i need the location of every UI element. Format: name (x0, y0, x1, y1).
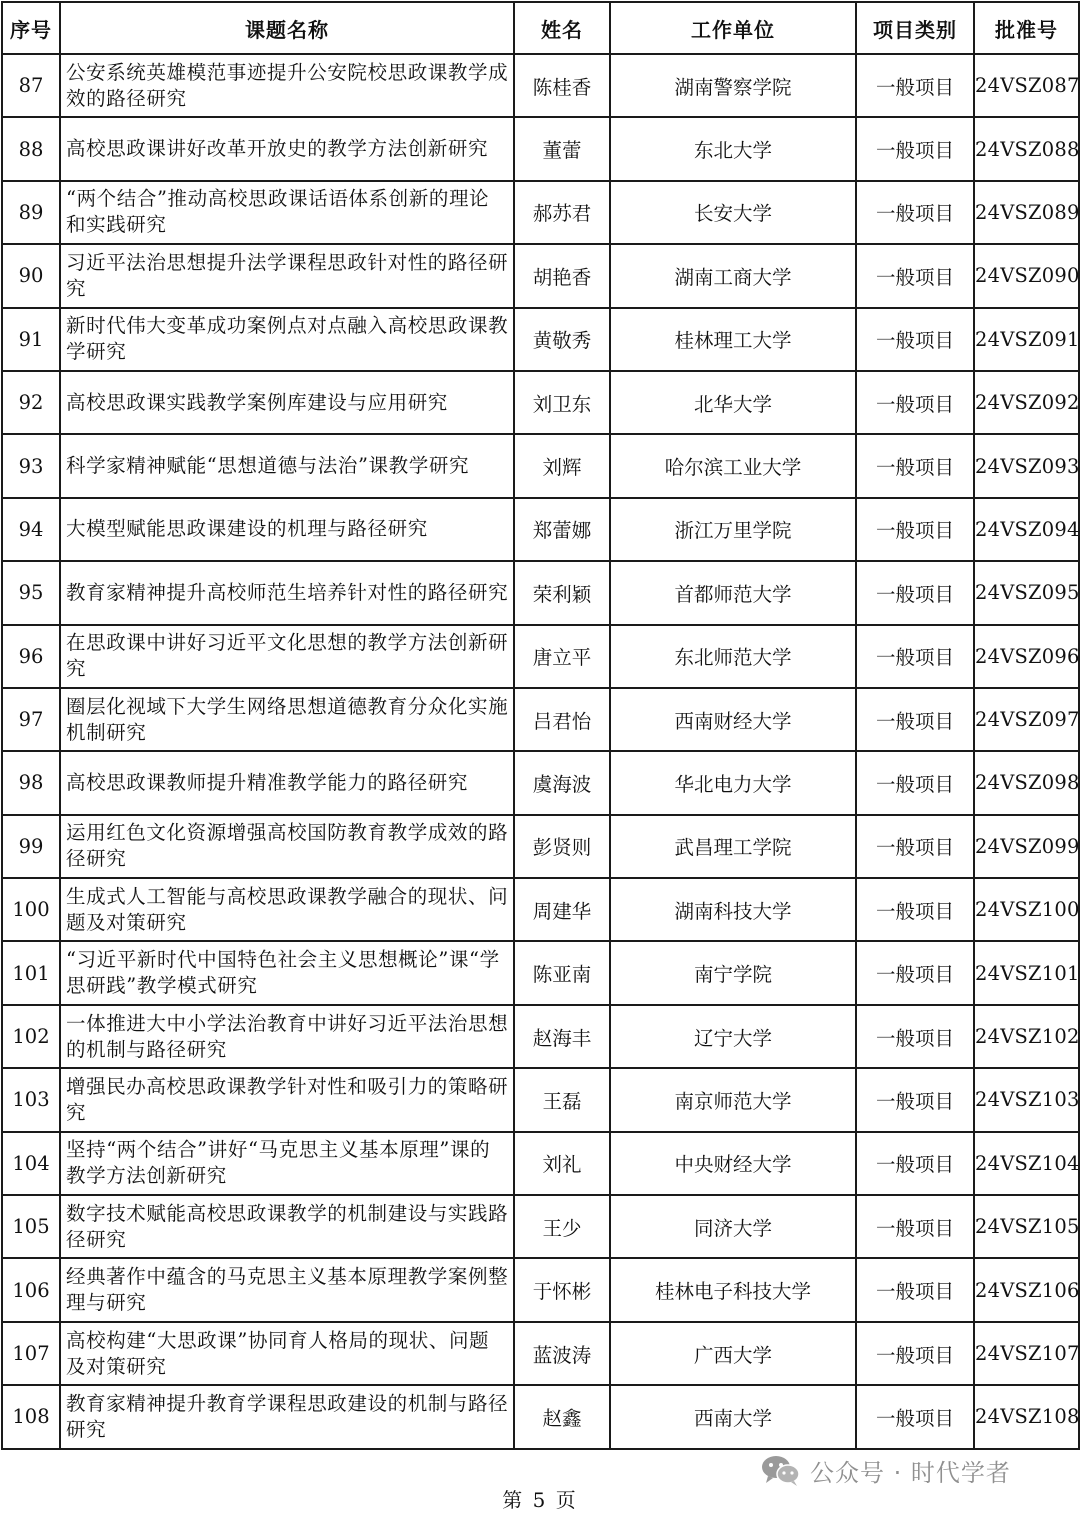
cell-code: 24VSZ101 (974, 941, 1079, 1004)
table-row (2, 1322, 1079, 1385)
table-row (2, 1195, 1079, 1258)
cell-no: 87 (2, 54, 60, 117)
table-row (2, 941, 1079, 1004)
cell-unit: 南宁学院 (610, 941, 856, 1004)
cell-unit: 西南财经大学 (610, 688, 856, 751)
cell-no: 106 (2, 1258, 60, 1321)
table-row (2, 1068, 1079, 1131)
cell-code: 24VSZ087 (974, 54, 1079, 117)
cell-name: 刘辉 (514, 434, 610, 497)
cell-unit: 东北大学 (610, 117, 856, 180)
cell-no: 101 (2, 941, 60, 1004)
cell-code: 24VSZ107 (974, 1322, 1079, 1385)
cell-type: 一般项目 (856, 1132, 974, 1195)
cell-type: 一般项目 (856, 181, 974, 244)
cell-code: 24VSZ091 (974, 308, 1079, 371)
cell-type: 一般项目 (856, 1385, 974, 1448)
table-row (2, 751, 1079, 814)
cell-no: 95 (2, 561, 60, 624)
project-table (1, 1, 1080, 1450)
cell-name: 董蕾 (514, 117, 610, 180)
cell-code: 24VSZ104 (974, 1132, 1079, 1195)
cell-name: 胡艳香 (514, 244, 610, 307)
cell-type: 一般项目 (856, 434, 974, 497)
cell-title: 科学家精神赋能“思想道德与法治”课教学研究 (60, 434, 514, 497)
cell-unit: 同济大学 (610, 1195, 856, 1258)
cell-title: 生成式人工智能与高校思政课教学融合的现状、问题及对策研究 (60, 878, 514, 941)
cell-title: 圈层化视域下大学生网络思想道德教育分众化实施机制研究 (60, 688, 514, 751)
cell-no: 93 (2, 434, 60, 497)
cell-unit: 首都师范大学 (610, 561, 856, 624)
cell-unit: 武昌理工学院 (610, 815, 856, 878)
cell-unit: 东北师范大学 (610, 625, 856, 688)
table-row (2, 54, 1079, 117)
cell-title: 教育家精神提升高校师范生培养针对性的路径研究 (60, 561, 514, 624)
cell-code: 24VSZ093 (974, 434, 1079, 497)
cell-code: 24VSZ108 (974, 1385, 1079, 1448)
cell-title: 经典著作中蕴含的马克思主义基本原理教学案例整理与研究 (60, 1258, 514, 1321)
cell-code: 24VSZ097 (974, 688, 1079, 751)
cell-title: 高校思政课讲好改革开放史的教学方法创新研究 (60, 117, 514, 180)
page-number: 第 5 页 (502, 1488, 578, 1512)
table-row (2, 561, 1079, 624)
cell-name: 刘卫东 (514, 371, 610, 434)
cell-no: 99 (2, 815, 60, 878)
table-row (2, 625, 1079, 688)
cell-code: 24VSZ090 (974, 244, 1079, 307)
table-row (2, 1132, 1079, 1195)
cell-type: 一般项目 (856, 1068, 974, 1131)
header-name: 姓名 (514, 2, 610, 54)
cell-code: 24VSZ102 (974, 1005, 1079, 1068)
cell-type: 一般项目 (856, 1258, 974, 1321)
cell-type: 一般项目 (856, 371, 974, 434)
cell-type: 一般项目 (856, 1195, 974, 1258)
cell-title: 大模型赋能思政课建设的机理与路径研究 (60, 498, 514, 561)
cell-unit: 哈尔滨工业大学 (610, 434, 856, 497)
cell-no: 88 (2, 117, 60, 180)
cell-title: 高校思政课实践教学案例库建设与应用研究 (60, 371, 514, 434)
cell-type: 一般项目 (856, 1005, 974, 1068)
cell-no: 107 (2, 1322, 60, 1385)
cell-type: 一般项目 (856, 54, 974, 117)
cell-code: 24VSZ095 (974, 561, 1079, 624)
cell-unit: 辽宁大学 (610, 1005, 856, 1068)
cell-type: 一般项目 (856, 308, 974, 371)
cell-name: 赵鑫 (514, 1385, 610, 1448)
cell-code: 24VSZ092 (974, 371, 1079, 434)
table-body (2, 54, 1079, 1449)
header-no: 序号 (2, 2, 60, 54)
table-row (2, 1005, 1079, 1068)
cell-name: 黄敬秀 (514, 308, 610, 371)
table-row (2, 498, 1079, 561)
cell-no: 108 (2, 1385, 60, 1448)
cell-name: 陈桂香 (514, 54, 610, 117)
cell-code: 24VSZ103 (974, 1068, 1079, 1131)
cell-no: 92 (2, 371, 60, 434)
table-row (2, 371, 1079, 434)
header-title: 课题名称 (60, 2, 514, 54)
cell-type: 一般项目 (856, 117, 974, 180)
cell-unit: 湖南警察学院 (610, 54, 856, 117)
cell-unit: 湖南工商大学 (610, 244, 856, 307)
cell-type: 一般项目 (856, 815, 974, 878)
cell-name: 郝苏君 (514, 181, 610, 244)
header-code: 批准号 (974, 2, 1079, 54)
cell-type: 一般项目 (856, 625, 974, 688)
cell-name: 荣利颖 (514, 561, 610, 624)
cell-type: 一般项目 (856, 751, 974, 814)
watermark (760, 1452, 1011, 1488)
cell-title: 公安系统英雄模范事迹提升公安院校思政课教学成效的路径研究 (60, 54, 514, 117)
cell-code: 24VSZ098 (974, 751, 1079, 814)
cell-name: 蓝波涛 (514, 1322, 610, 1385)
cell-name: 吕君怡 (514, 688, 610, 751)
cell-unit: 南京师范大学 (610, 1068, 856, 1131)
header-row (2, 2, 1079, 54)
cell-no: 102 (2, 1005, 60, 1068)
table-row (2, 117, 1079, 180)
cell-no: 91 (2, 308, 60, 371)
cell-no: 100 (2, 878, 60, 941)
cell-title: “习近平新时代中国特色社会主义思想概论”课“学思研践”教学模式研究 (60, 941, 514, 1004)
cell-name: 于怀彬 (514, 1258, 610, 1321)
cell-name: 陈亚南 (514, 941, 610, 1004)
watermark-text: 公众号 · 时代学者 (810, 1458, 1011, 1487)
cell-type: 一般项目 (856, 244, 974, 307)
cell-no: 104 (2, 1132, 60, 1195)
cell-code: 24VSZ096 (974, 625, 1079, 688)
cell-code: 24VSZ106 (974, 1258, 1079, 1321)
cell-code: 24VSZ088 (974, 117, 1079, 180)
cell-unit: 桂林理工大学 (610, 308, 856, 371)
header-unit: 工作单位 (610, 2, 856, 54)
cell-unit: 浙江万里学院 (610, 498, 856, 561)
table-row (2, 434, 1079, 497)
table-row (2, 1385, 1079, 1448)
cell-title: 新时代伟大变革成功案例点对点融入高校思政课教学研究 (60, 308, 514, 371)
cell-code: 24VSZ094 (974, 498, 1079, 561)
cell-type: 一般项目 (856, 498, 974, 561)
cell-code: 24VSZ105 (974, 1195, 1079, 1258)
cell-unit: 湖南科技大学 (610, 878, 856, 941)
cell-title: 增强民办高校思政课教学针对性和吸引力的策略研究 (60, 1068, 514, 1131)
cell-unit: 广西大学 (610, 1322, 856, 1385)
cell-unit: 华北电力大学 (610, 751, 856, 814)
table-header (2, 2, 1079, 54)
cell-unit: 北华大学 (610, 371, 856, 434)
wechat-icon (760, 1453, 802, 1487)
table-row (2, 244, 1079, 307)
cell-title: “两个结合”推动高校思政课话语体系创新的理论和实践研究 (60, 181, 514, 244)
cell-code: 24VSZ099 (974, 815, 1079, 878)
cell-title: 教育家精神提升教育学课程思政建设的机制与路径研究 (60, 1385, 514, 1448)
cell-title: 数字技术赋能高校思政课教学的机制建设与实践路径研究 (60, 1195, 514, 1258)
cell-title: 一体推进大中小学法治教育中讲好习近平法治思想的机制与路径研究 (60, 1005, 514, 1068)
cell-code: 24VSZ089 (974, 181, 1079, 244)
cell-name: 彭贤则 (514, 815, 610, 878)
cell-name: 周建华 (514, 878, 610, 941)
cell-name: 唐立平 (514, 625, 610, 688)
cell-no: 97 (2, 688, 60, 751)
cell-no: 103 (2, 1068, 60, 1131)
cell-name: 赵海丰 (514, 1005, 610, 1068)
cell-unit: 中央财经大学 (610, 1132, 856, 1195)
cell-title: 运用红色文化资源增强高校国防教育教学成效的路径研究 (60, 815, 514, 878)
cell-name: 郑蕾娜 (514, 498, 610, 561)
cell-unit: 西南大学 (610, 1385, 856, 1448)
cell-no: 96 (2, 625, 60, 688)
cell-title: 在思政课中讲好习近平文化思想的教学方法创新研究 (60, 625, 514, 688)
table-row (2, 181, 1079, 244)
cell-title: 习近平法治思想提升法学课程思政针对性的路径研究 (60, 244, 514, 307)
table-row (2, 1258, 1079, 1321)
cell-unit: 桂林电子科技大学 (610, 1258, 856, 1321)
cell-title: 高校思政课教师提升精准教学能力的路径研究 (60, 751, 514, 814)
cell-type: 一般项目 (856, 561, 974, 624)
table-row (2, 688, 1079, 751)
cell-no: 98 (2, 751, 60, 814)
cell-name: 刘礼 (514, 1132, 610, 1195)
cell-name: 王少 (514, 1195, 610, 1258)
table-row (2, 815, 1079, 878)
cell-no: 94 (2, 498, 60, 561)
cell-no: 89 (2, 181, 60, 244)
cell-unit: 长安大学 (610, 181, 856, 244)
cell-title: 坚持“两个结合”讲好“马克思主义基本原理”课的教学方法创新研究 (60, 1132, 514, 1195)
cell-no: 105 (2, 1195, 60, 1258)
cell-no: 90 (2, 244, 60, 307)
cell-type: 一般项目 (856, 688, 974, 751)
table-row (2, 308, 1079, 371)
header-type: 项目类别 (856, 2, 974, 54)
cell-type: 一般项目 (856, 878, 974, 941)
cell-name: 虞海波 (514, 751, 610, 814)
cell-type: 一般项目 (856, 1322, 974, 1385)
table-row (2, 878, 1079, 941)
cell-type: 一般项目 (856, 941, 974, 1004)
cell-code: 24VSZ100 (974, 878, 1079, 941)
cell-title: 高校构建“大思政课”协同育人格局的现状、问题及对策研究 (60, 1322, 514, 1385)
cell-name: 王磊 (514, 1068, 610, 1131)
